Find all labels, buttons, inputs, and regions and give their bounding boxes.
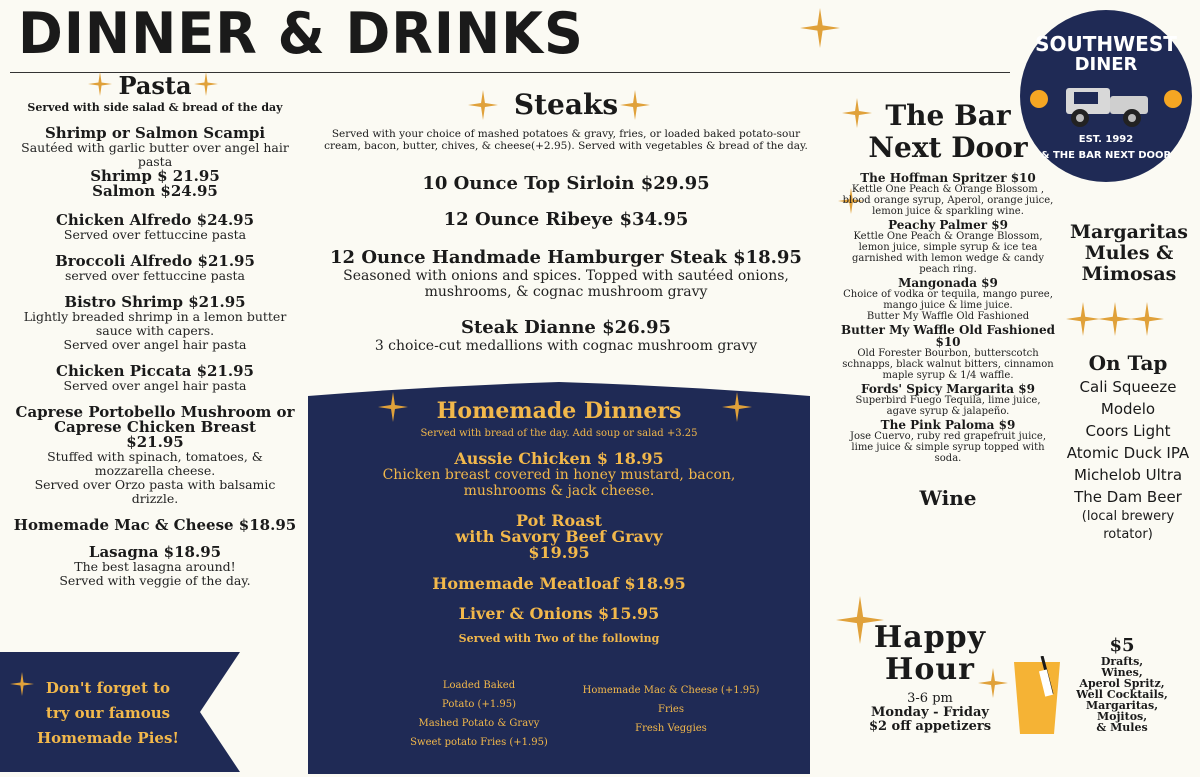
pasta-heading: Pasta — [118, 71, 192, 100]
pasta-section — [12, 72, 298, 588]
steaks-heading: Steaks — [513, 88, 619, 121]
logo-top: SOUTHWEST — [1035, 32, 1177, 56]
bar-section — [840, 100, 1056, 510]
tap-item: Coors Light — [1085, 422, 1171, 440]
menu-item: Shrimp or Salmon Scampi Sautéed with garlic butter over angel hair pasta Shrimp $ 21.95 Salmon $24.95 — [21, 124, 289, 200]
menu-item: Pot Roast with Savory Beef Gravy $19.95 — [455, 511, 663, 562]
happy-hour-time: 3-6 pm — [907, 691, 953, 706]
tap-item: The Dam Beer — [1074, 488, 1182, 506]
sun-icon — [1164, 90, 1182, 108]
menu-item: Aussie Chicken $ 18.95 Chicken breast covered in honey mustard, bacon, mushrooms & jack cheese. — [382, 449, 736, 499]
drink-item: Peachy Palmer $9 Kettle One Peach & Orange Blossom, lemon juice, simple syrup & ice tea garnished with lemon wedge & candy peach ring. — [852, 218, 1044, 275]
menu-item: Liver & Onions $15.95 — [458, 604, 660, 623]
drink-glass-icon — [1012, 656, 1062, 736]
drink-item: The Hoffman Spritzer $10 Kettle One Peach & Orange Blossom , blood orange syrup, Aperol, orange juice, lemon juice & sparkling wine. — [842, 171, 1054, 217]
tap-item: Atomic Duck IPA — [1066, 444, 1190, 462]
sides-heading: Served with Two of the following — [458, 632, 660, 645]
tap-item: Cali Squeeze — [1079, 378, 1177, 396]
logo-est: EST. 1992 — [1078, 134, 1134, 145]
menu-item: Caprese Portobello Mushroom or Caprese Chicken Breast $21.95 Stuffed with spinach, tomatoes, & mozzarella cheese. Served over Orzo pasta with balsamic drizzle. — [15, 403, 295, 506]
special-price: $5 — [1109, 635, 1135, 656]
drink-item: Mangonada $9 Choice of vodka or tequila, mango puree, mango juice & lime juice. Butter My Waffle Old Fashioned — [843, 276, 1053, 322]
happy-hour-days: Monday - Friday — [871, 705, 989, 720]
tap-item: Modelo — [1100, 400, 1156, 418]
steaks-section — [318, 88, 814, 354]
tap-item: rotator) — [1103, 527, 1153, 542]
page-title: DINNER & DRINKS — [18, 0, 584, 67]
menu-item: Steak Dianne $26.95 3 choice-cut medallions with cognac mushroom gravy — [374, 317, 758, 354]
logo-mid: DINER — [1074, 54, 1138, 75]
happy-hour-section — [860, 622, 1000, 734]
wine-heading: Wine — [919, 486, 977, 510]
sparkle-icon — [1130, 302, 1164, 336]
pies-text: Don't forget to try our famous Homemade Pies! — [37, 679, 179, 747]
menu-item: Homemade Mac & Cheese $18.95 — [13, 516, 297, 534]
drink-item: Fords' Spicy Margarita $9 Superbird Fuego Tequila, lime juice, agave syrup & jalapeño. — [855, 382, 1041, 417]
pasta-subtitle: Served with side salad & bread of the day — [27, 101, 283, 114]
logo-bottom: & THE BAR NEXT DOOR — [1040, 150, 1172, 161]
dinners-section — [318, 398, 800, 645]
menu-item: Lasagna $18.95 The best lasagna around! Served with veggie of the day. — [59, 543, 251, 588]
menu-item: Chicken Alfredo $24.95 Served over fettuccine pasta — [55, 211, 255, 242]
menu-item: 12 Ounce Handmade Hamburger Steak $18.95 Seasoned with onions and spices. Topped with sautéed onions, mushrooms, & cognac mushroom gravy — [330, 247, 802, 300]
on-tap-heading: On Tap — [1088, 351, 1168, 375]
menu-item: Homemade Meatloaf $18.95 — [432, 574, 686, 593]
menu-item: 12 Ounce Ribeye $34.95 — [443, 209, 689, 230]
happy-hour-specials: $5 Drafts, Wines, Aperol Spritz, Well Cocktails, Margaritas, Mojitos, & Mules — [1072, 636, 1172, 733]
menu-item: Broccoli Alfredo $21.95 served over fettuccine pasta — [55, 252, 255, 283]
dinners-heading: Homemade Dinners — [436, 398, 682, 424]
drink-item: The Pink Paloma $9 Jose Cuervo, ruby red grapefruit juice, lime juice & simple syrup topped with soda. — [849, 418, 1047, 464]
drink-item: Butter My Waffle Old Fashioned $10 Old Forester Bourbon, butterscotch schnapps, black walnut bitters, cinnamon maple syrup & 1/4 waffle. — [841, 323, 1055, 381]
menu-item: Bistro Shrimp $21.95 Lightly breaded shrimp in a lemon butter sauce with capers. Served over angel hair pasta — [23, 293, 287, 352]
bar-heading: The Bar Next Door — [868, 99, 1028, 164]
menu-item: Chicken Piccata $21.95 Served over angel hair pasta — [56, 362, 254, 393]
happy-hour-deal: $2 off appetizers — [868, 719, 992, 734]
menu-item: 10 Ounce Top Sirloin $29.95 — [422, 173, 710, 194]
sparkle-icon — [800, 8, 840, 48]
sparkle-icon — [1066, 302, 1100, 336]
sides-left: Loaded Baked Potato (+1.95) Mashed Potato & Gravy Sweet potato Fries (+1.95) — [410, 680, 548, 748]
steaks-subtitle: Served with your choice of mashed potatoes & gravy, fries, or loaded baked potato-sour cream, bacon, butter, chives, & cheese(+2.95). Served with vegetables & bread of the day. — [324, 128, 808, 152]
tap-item: (local brewery — [1081, 509, 1175, 524]
on-tap-section — [1056, 350, 1200, 544]
truck-icon — [1056, 74, 1156, 132]
mmm-heading: Margaritas Mules & Mimosas — [1070, 221, 1188, 285]
sides-right: Homemade Mac & Cheese (+1.95) Fries Fresh Veggies — [582, 685, 760, 734]
sparkle-icon — [1098, 302, 1132, 336]
tap-item: Michelob Ultra — [1073, 466, 1183, 484]
dinners-subtitle: Served with bread of the day. Add soup or salad +3.25 — [420, 428, 698, 439]
happy-hour-heading: Happy Hour — [873, 620, 987, 687]
